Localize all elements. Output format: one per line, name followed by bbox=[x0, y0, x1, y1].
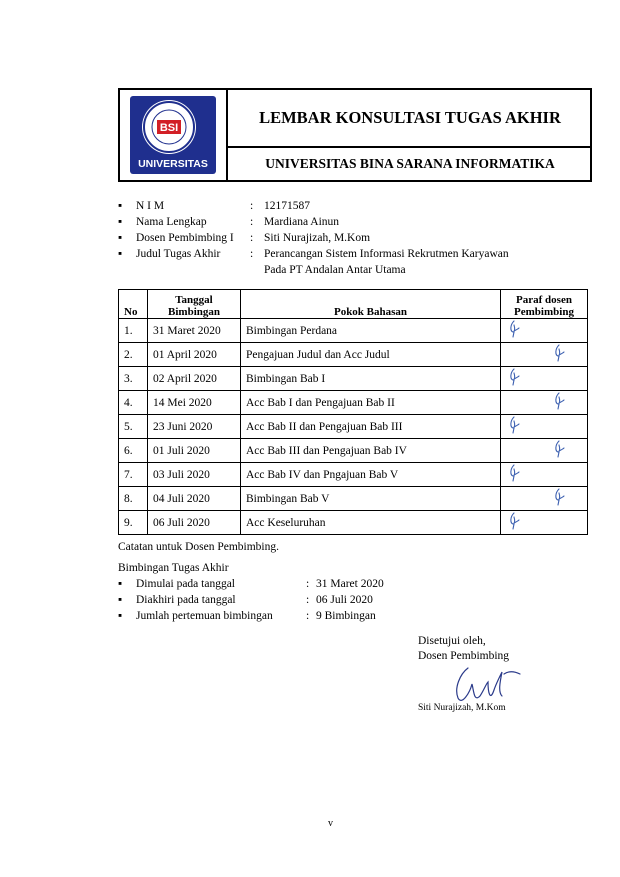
cell-date: 23 Juni 2020 bbox=[148, 415, 241, 439]
col-paraf: Paraf dosen Pembimbing bbox=[501, 290, 588, 319]
logo-univ-text: UNIVERSITAS bbox=[138, 158, 208, 170]
summary-value: 06 Juli 2020 bbox=[316, 594, 373, 606]
cell-topic: Acc Bab II dan Pengajuan Bab III bbox=[241, 415, 501, 439]
bullet-icon: ▪ bbox=[118, 578, 123, 590]
cell-date: 03 Juli 2020 bbox=[148, 463, 241, 487]
cell-paraf bbox=[501, 487, 588, 511]
cell-no: 9. bbox=[119, 511, 148, 535]
info-value: 12171587 bbox=[264, 200, 310, 212]
cell-no: 5. bbox=[119, 415, 148, 439]
info-label: Dosen Pembimbing I bbox=[136, 232, 234, 244]
paraf-signature bbox=[506, 319, 522, 339]
info-row bbox=[118, 246, 598, 262]
cell-topic: Bimbingan Perdana bbox=[241, 319, 501, 343]
bullet-icon: ▪ bbox=[118, 594, 123, 606]
approval-line1: Disetujui oleh, bbox=[418, 635, 486, 647]
col-tanggal: Tanggal Bimbingan bbox=[148, 290, 241, 319]
cell-paraf bbox=[501, 367, 588, 391]
col-pokok: Pokok Bahasan bbox=[241, 290, 501, 319]
paraf-signature bbox=[506, 463, 522, 483]
cell-no: 3. bbox=[119, 367, 148, 391]
header-divider bbox=[228, 146, 590, 148]
cell-no: 6. bbox=[119, 439, 148, 463]
cell-paraf bbox=[501, 319, 588, 343]
summary-row bbox=[118, 608, 518, 624]
cell-date: 04 Juli 2020 bbox=[148, 487, 241, 511]
table-row bbox=[119, 511, 588, 535]
cell-no: 7. bbox=[119, 463, 148, 487]
bullet-icon: ▪ bbox=[118, 248, 123, 260]
cell-no: 8. bbox=[119, 487, 148, 511]
cell-no: 4. bbox=[119, 391, 148, 415]
colon: : bbox=[306, 594, 310, 606]
cell-topic: Acc Bab I dan Pengajuan Bab II bbox=[241, 391, 501, 415]
table-row bbox=[119, 415, 588, 439]
bullet-icon: ▪ bbox=[118, 610, 123, 622]
header-box bbox=[118, 88, 592, 182]
page-number: v bbox=[328, 818, 333, 829]
summary-label: Diakhiri pada tanggal bbox=[136, 594, 236, 606]
cell-topic: Pengajuan Judul dan Acc Judul bbox=[241, 343, 501, 367]
cell-topic: Acc Keseluruhan bbox=[241, 511, 501, 535]
paraf-signature bbox=[551, 439, 567, 459]
info-value: Mardiana Ainun bbox=[264, 216, 340, 228]
signer-name: Siti Nurajizah, M.Kom bbox=[418, 703, 506, 713]
cell-topic: Bimbingan Bab V bbox=[241, 487, 501, 511]
summary-label: Jumlah pertemuan bimbingan bbox=[136, 610, 273, 622]
student-info bbox=[118, 198, 598, 278]
university-logo bbox=[130, 96, 216, 174]
paraf-signature bbox=[551, 343, 567, 363]
page-subtitle: UNIVERSITAS BINA SARANA INFORMATIKA bbox=[265, 156, 555, 171]
summary-row bbox=[118, 576, 518, 592]
table-row bbox=[119, 463, 588, 487]
cell-topic: Acc Bab IV dan Pngajuan Bab V bbox=[241, 463, 501, 487]
colon: : bbox=[250, 248, 254, 260]
cell-date: 01 Juli 2020 bbox=[148, 439, 241, 463]
cell-no: 1. bbox=[119, 319, 148, 343]
paraf-signature bbox=[551, 487, 567, 507]
consultation-table bbox=[118, 289, 588, 535]
cell-date: 01 April 2020 bbox=[148, 343, 241, 367]
cell-date: 31 Maret 2020 bbox=[148, 319, 241, 343]
cell-date: 06 Juli 2020 bbox=[148, 511, 241, 535]
cell-paraf bbox=[501, 463, 588, 487]
bullet-icon: ▪ bbox=[118, 232, 123, 244]
summary-value: 9 Bimbingan bbox=[316, 610, 376, 622]
info-value: Siti Nurajizah, M.Kom bbox=[264, 232, 371, 244]
info-title-continuation: Pada PT Andalan Antar Utama bbox=[264, 264, 406, 276]
table-row bbox=[119, 487, 588, 511]
colon: : bbox=[250, 200, 254, 212]
colon: : bbox=[306, 578, 310, 590]
info-label: Nama Lengkap bbox=[136, 216, 207, 228]
info-label: Judul Tugas Akhir bbox=[136, 248, 221, 260]
colon: : bbox=[306, 610, 310, 622]
cell-no: 2. bbox=[119, 343, 148, 367]
approval-line2: Dosen Pembimbing bbox=[418, 650, 510, 662]
cell-date: 02 April 2020 bbox=[148, 367, 241, 391]
info-row bbox=[118, 230, 598, 246]
bullet-icon: ▪ bbox=[118, 200, 123, 212]
approval-block bbox=[418, 634, 509, 664]
info-row bbox=[118, 198, 598, 214]
table-row bbox=[119, 319, 588, 343]
info-value: Perancangan Sistem Informasi Rekrutmen Karyawan bbox=[264, 248, 509, 260]
table-header-row bbox=[119, 290, 588, 319]
table-row bbox=[119, 343, 588, 367]
table-row bbox=[119, 391, 588, 415]
info-row bbox=[118, 214, 598, 230]
table-row bbox=[119, 367, 588, 391]
notes-label: Catatan untuk Dosen Pembimbing. bbox=[118, 541, 279, 553]
paraf-signature bbox=[506, 415, 522, 435]
svg-text:BSI: BSI bbox=[159, 122, 179, 134]
bimbingan-title: Bimbingan Tugas Akhir bbox=[118, 562, 229, 574]
paraf-signature bbox=[506, 367, 522, 387]
colon: : bbox=[250, 216, 254, 228]
bullet-icon: ▪ bbox=[118, 216, 123, 228]
cell-paraf bbox=[501, 343, 588, 367]
logo-emblem bbox=[142, 100, 196, 154]
summary-label: Dimulai pada tanggal bbox=[136, 578, 235, 590]
bimbingan-summary bbox=[118, 560, 518, 624]
cell-paraf bbox=[501, 415, 588, 439]
paraf-signature bbox=[506, 511, 522, 531]
logo-cell bbox=[120, 90, 228, 180]
summary-value: 31 Maret 2020 bbox=[316, 578, 384, 590]
info-label: N I M bbox=[136, 200, 165, 212]
cell-paraf bbox=[501, 391, 588, 415]
cell-topic: Acc Bab III dan Pengajuan Bab IV bbox=[241, 439, 501, 463]
col-no: No bbox=[119, 290, 148, 319]
paraf-signature bbox=[551, 391, 567, 411]
colon: : bbox=[250, 232, 254, 244]
summary-row bbox=[118, 592, 518, 608]
cell-date: 14 Mei 2020 bbox=[148, 391, 241, 415]
page-title: LEMBAR KONSULTASI TUGAS AKHIR bbox=[259, 108, 561, 127]
table-row bbox=[119, 439, 588, 463]
cell-paraf bbox=[501, 439, 588, 463]
cell-topic: Bimbingan Bab I bbox=[241, 367, 501, 391]
cell-paraf bbox=[501, 511, 588, 535]
